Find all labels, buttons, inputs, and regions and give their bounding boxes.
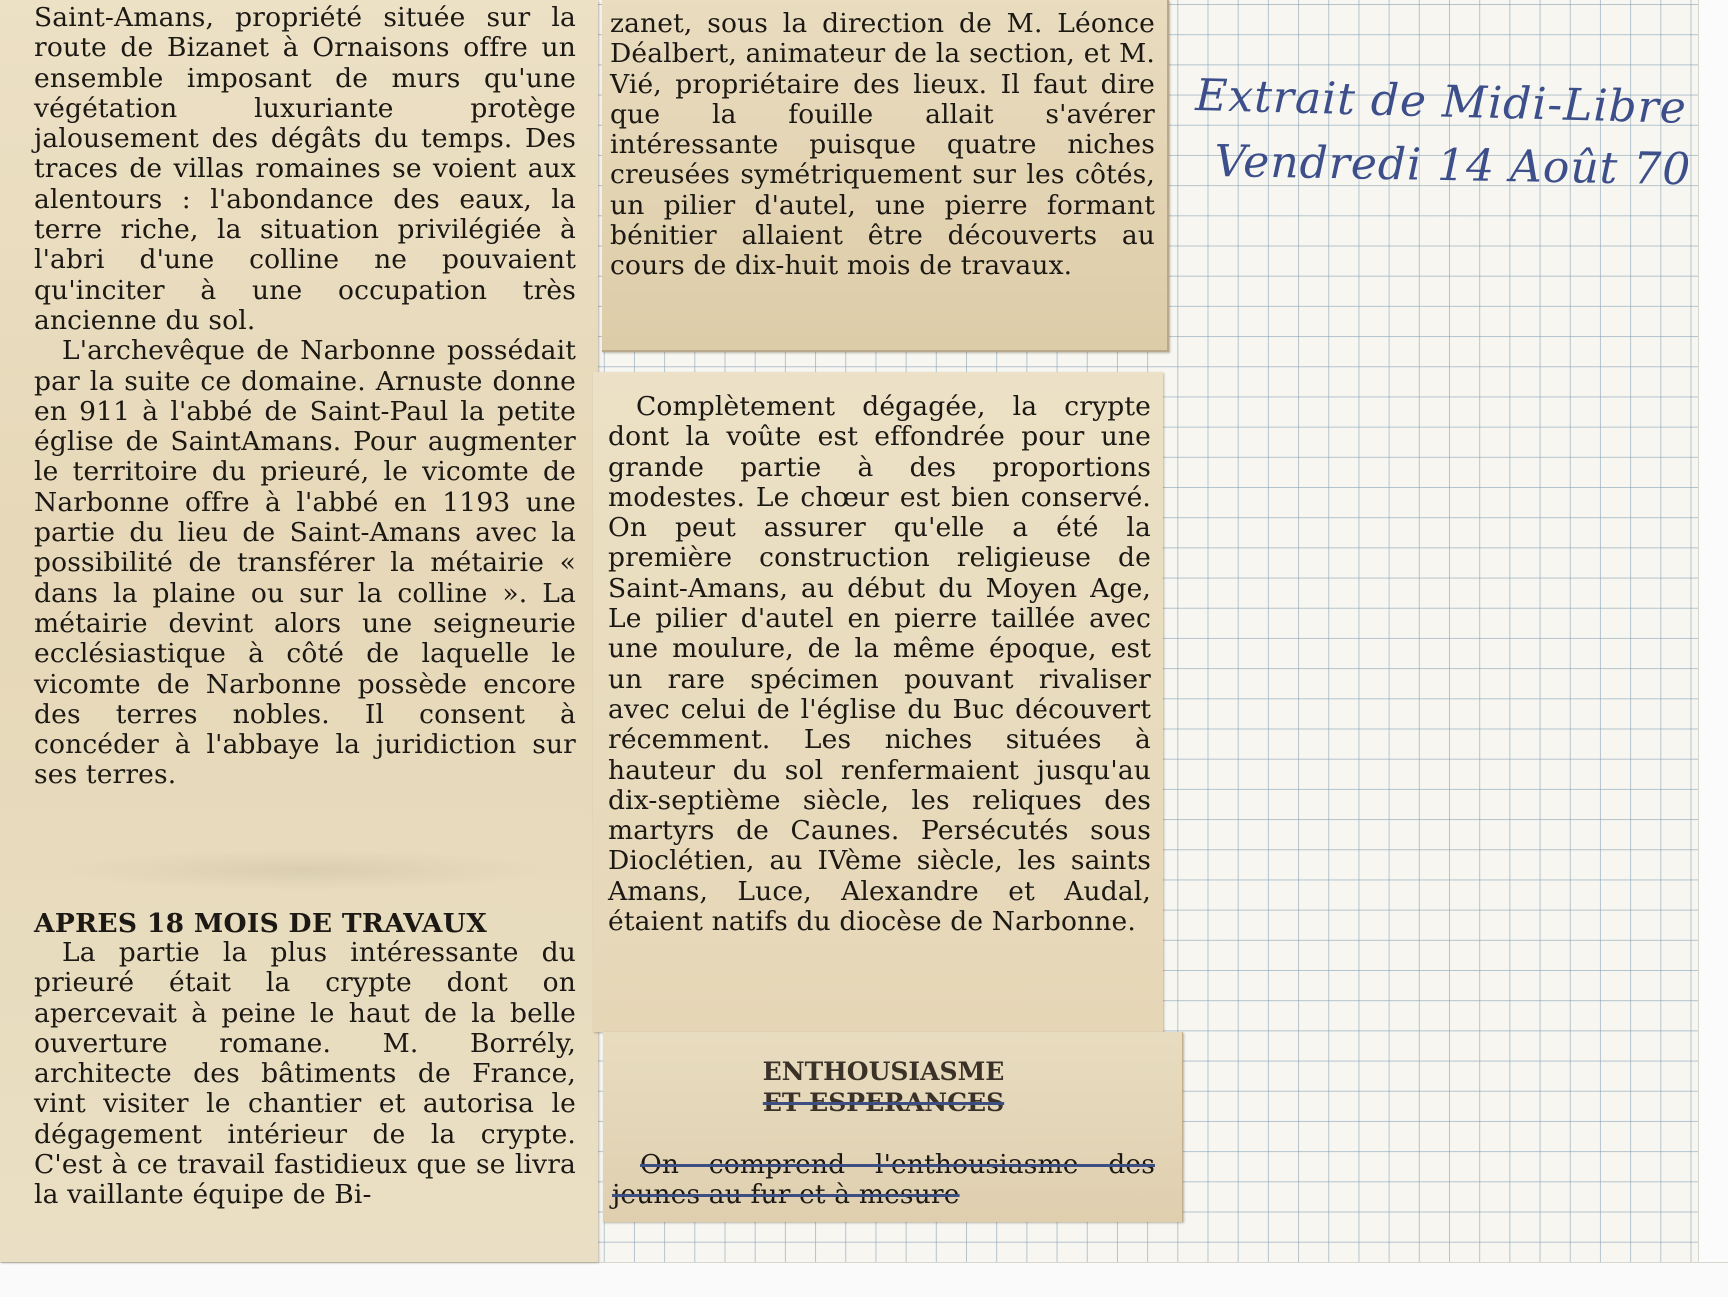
left-paragraph-2: L'archevêque de Narbonne possédait par la suite ce domaine. Arnuste donne en 911 à l'abbé de Saint-Paul la petite église de SaintAmans. Pour augmenter le territoire du prieuré, le vicomte de Narbonne offre à l'abbé en 1193 une partie du lieu de Saint-Amans avec la possibilité de transférer la métairie « dans la plaine ou sur la colline ». La métairie devint alors une seigneurie ecclésiastique à côté de laquelle le vicomte de Narbonne possède encore des terres nobles. Il consent à concéder à l'abbaye la juridiction sur ses terres. [34,335,576,791]
left-paragraph-1: Saint-Amans, propriété située sur la route de Bizanet à Ornaisons offre un ensemble imposant de murs qu'une végétation luxuriante protège jalousement des dégâts du temps. Des traces de villas romaines se voient aux alentours : l'abondance des eaux, la terre riche, la situation privilégiée à l'abri d'une colline ne pouvaient qu'inciter à une occupation très ancienne du sol. [34,2,576,336]
sheet-bottom-edge [0,1262,1728,1297]
left-column-continued [34,938,576,1211]
handwritten-note-line-2: Vendredi 14 Août 70 [1214,136,1692,196]
left-column-text [34,3,576,791]
handwritten-note-line-1: Extrait de Midi-Libre [1194,70,1688,134]
top-middle-column-text [610,9,1155,282]
top-middle-paragraph: zanet, sous la direction de M. Léonce Déalbert, animateur de la section, et M. Vié, propriétaire des lieux. Il faut dire que la fouille allait s'avérer intéressante puisque quatre niches creusées symétriquement sur les côtés, un pilier d'autel, une pierre formant bénitier allaient être découverts au cours de dix-huit mois de travaux. [610,8,1155,282]
section-heading: APRES 18 MOIS DE TRAVAUX [34,908,488,939]
middle-column-text [608,392,1151,937]
bottom-clipping-text [612,1150,1155,1211]
crossed-out-heading [612,1056,1155,1118]
sheet-right-margin [1698,0,1728,1296]
crossed-heading-line-1: ENTHOUSIASME [762,1057,1005,1086]
print-smudge [60,850,550,890]
crossed-heading-line-2: ET ESPERANCES [762,1088,1005,1117]
crossed-out-paragraph: On comprend l'enthousiasme des jeunes au fur et à mesure [612,1149,1155,1211]
left-paragraph-3: La partie la plus intéressante du prieuré était la crypte dont on apercevait à peine le haut de la belle ouverture romane. M. Borrély, architecte des bâtiments de France, vint visiter le chantier et autorisa le dégagement intérieur de la crypte. C'est à ce travail fastidieux que se livra la vaillante équipe de Bi- [34,937,576,1211]
middle-paragraph: Complètement dégagée, la crypte dont la voûte est effondrée pour une grande partie à des proportions modestes. Le chœur est bien conservé. On peut assurer qu'elle a été la première construction religieuse de Saint-Amans, au début du Moyen Age, Le pilier d'autel en pierre taillée avec une moulure, de la même époque, est un rare spécimen pouvant rivaliser avec celui de l'église du Buc découvert récemment. Les niches situées à hauteur du sol renfermaient jusqu'au dix-septième siècle, les reliques des martyrs de Caunes. Persécutés sous Dioclétien, au IVème siècle, les saints Amans, Luce, Alexandre et Audal, étaient natifs du diocèse de Narbonne. [608,391,1151,938]
